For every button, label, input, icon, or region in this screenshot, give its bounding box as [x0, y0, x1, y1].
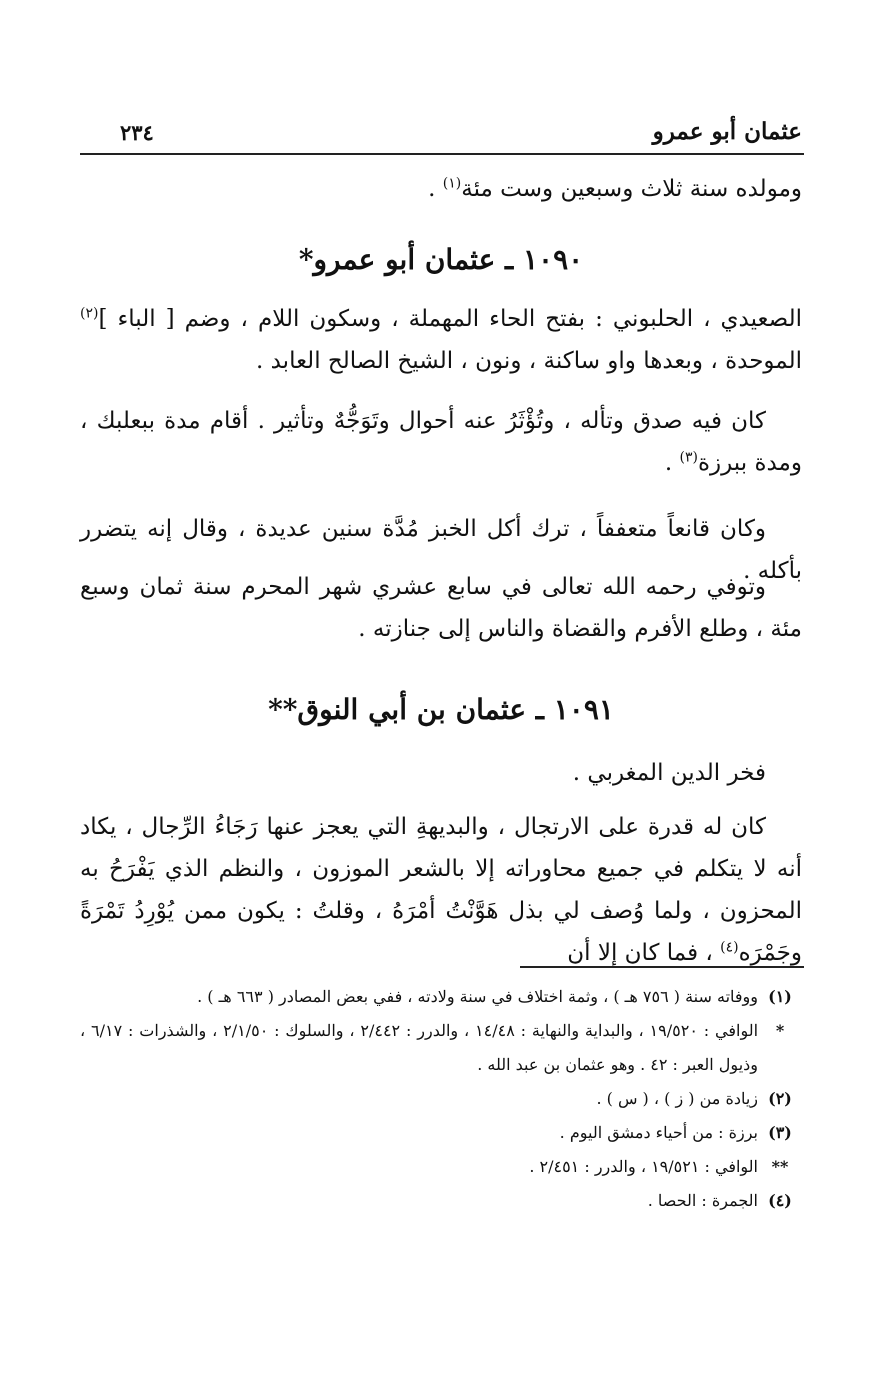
footnote-1	[80, 980, 802, 1014]
entry-heading-1090: ١٠٩٠ ـ عثمان أبو عمرو*	[298, 243, 584, 276]
footnote-text: ووفاته سنة ( ٧٥٦ هـ ) ، وثمة اختلاف في سنة ولادته ، ففي بعض المصادر ( ٦٦٣ هـ ) .	[197, 987, 758, 1006]
entry-heading-1091: ١٠٩١ ـ عثمان بن أبي النوق**	[268, 693, 614, 726]
footnote-ref-3[interactable]: (٣)	[679, 449, 698, 466]
footnotes	[80, 980, 802, 1218]
header-divider	[80, 153, 804, 155]
footnote-4	[80, 1184, 802, 1218]
footnote-star	[80, 1014, 802, 1082]
footnote-mark: (٤)	[768, 1191, 792, 1210]
paragraph-death: وتوفي رحمه الله تعالى في سابع عشري شهر المحرم سنة ثمان وسبع مئة ، وطلع الأفرم والقضاة والناس إلى جنازته .	[80, 574, 802, 642]
footnote-double-star	[80, 1150, 802, 1184]
footnote-divider	[520, 966, 804, 968]
paragraph-character: كان فيه صدق وتأله ، وتُؤْثَرُ عنه أحوال وتَوَجُّهٌ وتأثير . أقام مدة ببعلبك ، ومدة ببرزة$^{(٣)}$ .	[80, 408, 802, 476]
footnote-mark: *	[775, 1021, 785, 1040]
paragraph-birth: ومولده سنة ثلاث وسبعين وست مئة$^{(١)}$ .	[428, 175, 802, 202]
footnote-mark: **	[771, 1157, 789, 1176]
paragraph-nisba: الصعيدي ، الحلبوني : بفتح الحاء المهملة ، وسكون اللام ، وضم [ الباء ]$^{(٢)}$ الموحدة ، وبعدها واو ساكنة ، ونون ، الشيخ الصالح العابد .	[80, 305, 802, 374]
paragraph-asceticism: وكان قانعاً متعففاً ، ترك أكل الخبز مُدَّة سنين عديدة ، وقال إنه يتضرر بأكله .	[80, 516, 802, 584]
footnote-text: برزة : من أحياء دمشق اليوم .	[559, 1123, 758, 1142]
footnote-mark: (٢)	[768, 1089, 792, 1108]
footnote-2	[80, 1082, 802, 1116]
paragraph-laqab: فخر الدين المغربي .	[572, 760, 766, 786]
footnote-ref-2[interactable]: (٢)	[80, 305, 99, 322]
footnote-mark: (١)	[768, 987, 792, 1006]
footnote-text: الجمرة : الحصا .	[647, 1191, 758, 1210]
footnote-3	[80, 1116, 802, 1150]
footnote-ref-4[interactable]: (٤)	[720, 939, 739, 956]
running-header	[80, 112, 802, 152]
footnote-text: الوافي : ١٩/٥٢١ ، والدرر : ٢/٤٥١ .	[529, 1157, 758, 1176]
page-number: ٢٣٤	[120, 120, 154, 145]
footnote-ref-1[interactable]: (١)	[442, 175, 462, 192]
footnote-text: الوافي : ١٩/٥٢٠ ، والبداية والنهاية : ١٤/٤٨ ، والدرر : ٢/٤٤٢ ، والسلوك : ٢/١/٥٠ ، والشذرات : ٦/١٧ ، وذيول العبر : ٤٢ . وهو عثمان بن عبد الله .	[80, 1021, 759, 1074]
running-title: عثمان أبو عمرو	[652, 118, 802, 145]
paragraph-improvisation: كان له قدرة على الارتجال ، والبديهةِ التي يعجز عنها رَجَاءُ الرِّجال ، يكاد أنه لا يتكلم في جميع محاوراته إلا بالشعر الموزون ، والنظم الذي يَفْرَحُ به المحزون ، ولما وُصف لي بذل هَوَّنْتُ أمْرَهُ ، وقلتُ : يكون ممن يُوْرِدُ تَمْرَةً وجَمْرَه$^{(٤)}$ ، فما كان إلا أن	[80, 814, 802, 966]
footnote-mark: (٣)	[768, 1123, 792, 1142]
footnote-text: زيادة من ( ز ) ، ( س ) .	[596, 1089, 758, 1108]
